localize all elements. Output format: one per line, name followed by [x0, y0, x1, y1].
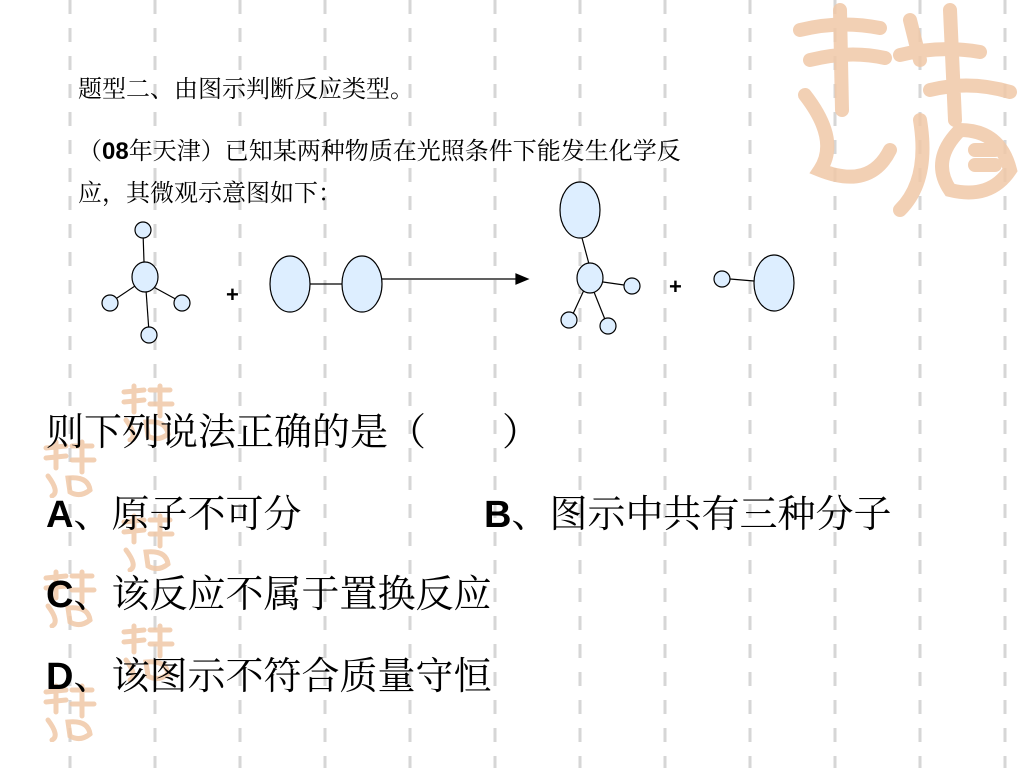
atom-large — [270, 256, 310, 312]
atom-center — [577, 263, 603, 293]
problem-statement-line-2: 应，其微观示意图如下： — [78, 179, 342, 207]
atom-small — [561, 312, 577, 328]
plus-sign-2: + — [669, 274, 682, 299]
option-a-letter: A — [46, 494, 74, 536]
question-prompt: 则下列说法正确的是（ ） — [46, 410, 541, 454]
atom-large — [342, 256, 382, 312]
option-d — [46, 650, 491, 703]
atom-small — [714, 271, 730, 287]
slide-title: 题型二、由图示判断反应类型。 — [78, 75, 414, 103]
product-molecule-2 — [714, 255, 794, 311]
atom-large — [560, 182, 600, 238]
source-year: 08 — [102, 138, 129, 165]
option-a — [46, 488, 301, 541]
option-c-text: 、该反应不属于置换反应 — [73, 572, 492, 616]
atom-small — [600, 318, 616, 334]
atom-small — [135, 222, 151, 238]
atom-small — [624, 278, 640, 294]
atom-small — [141, 327, 157, 343]
problem-text-1: 年天津）已知某两种物质在光照条件下能发生化学反 — [128, 137, 681, 165]
atom-large — [754, 255, 794, 311]
atom-small — [102, 295, 118, 311]
reactant-molecule-1 — [102, 222, 190, 343]
reaction-arrow — [382, 274, 528, 284]
option-c-letter: C — [46, 574, 74, 616]
reactant-molecule-2 — [270, 256, 382, 312]
source-open-paren: （ — [78, 137, 102, 165]
option-a-text: 、原子不可分 — [73, 492, 302, 536]
option-b — [484, 488, 891, 541]
option-d-letter: D — [46, 656, 74, 698]
option-b-letter: B — [484, 494, 512, 536]
atom-center — [132, 262, 158, 292]
option-c — [46, 568, 491, 621]
option-b-text: 、图示中共有三种分子 — [511, 492, 892, 536]
plus-sign-1: + — [226, 282, 239, 307]
product-molecule-1 — [560, 182, 640, 334]
atom-small — [174, 295, 190, 311]
option-d-text: 、该图示不符合质量守恒 — [73, 654, 492, 698]
